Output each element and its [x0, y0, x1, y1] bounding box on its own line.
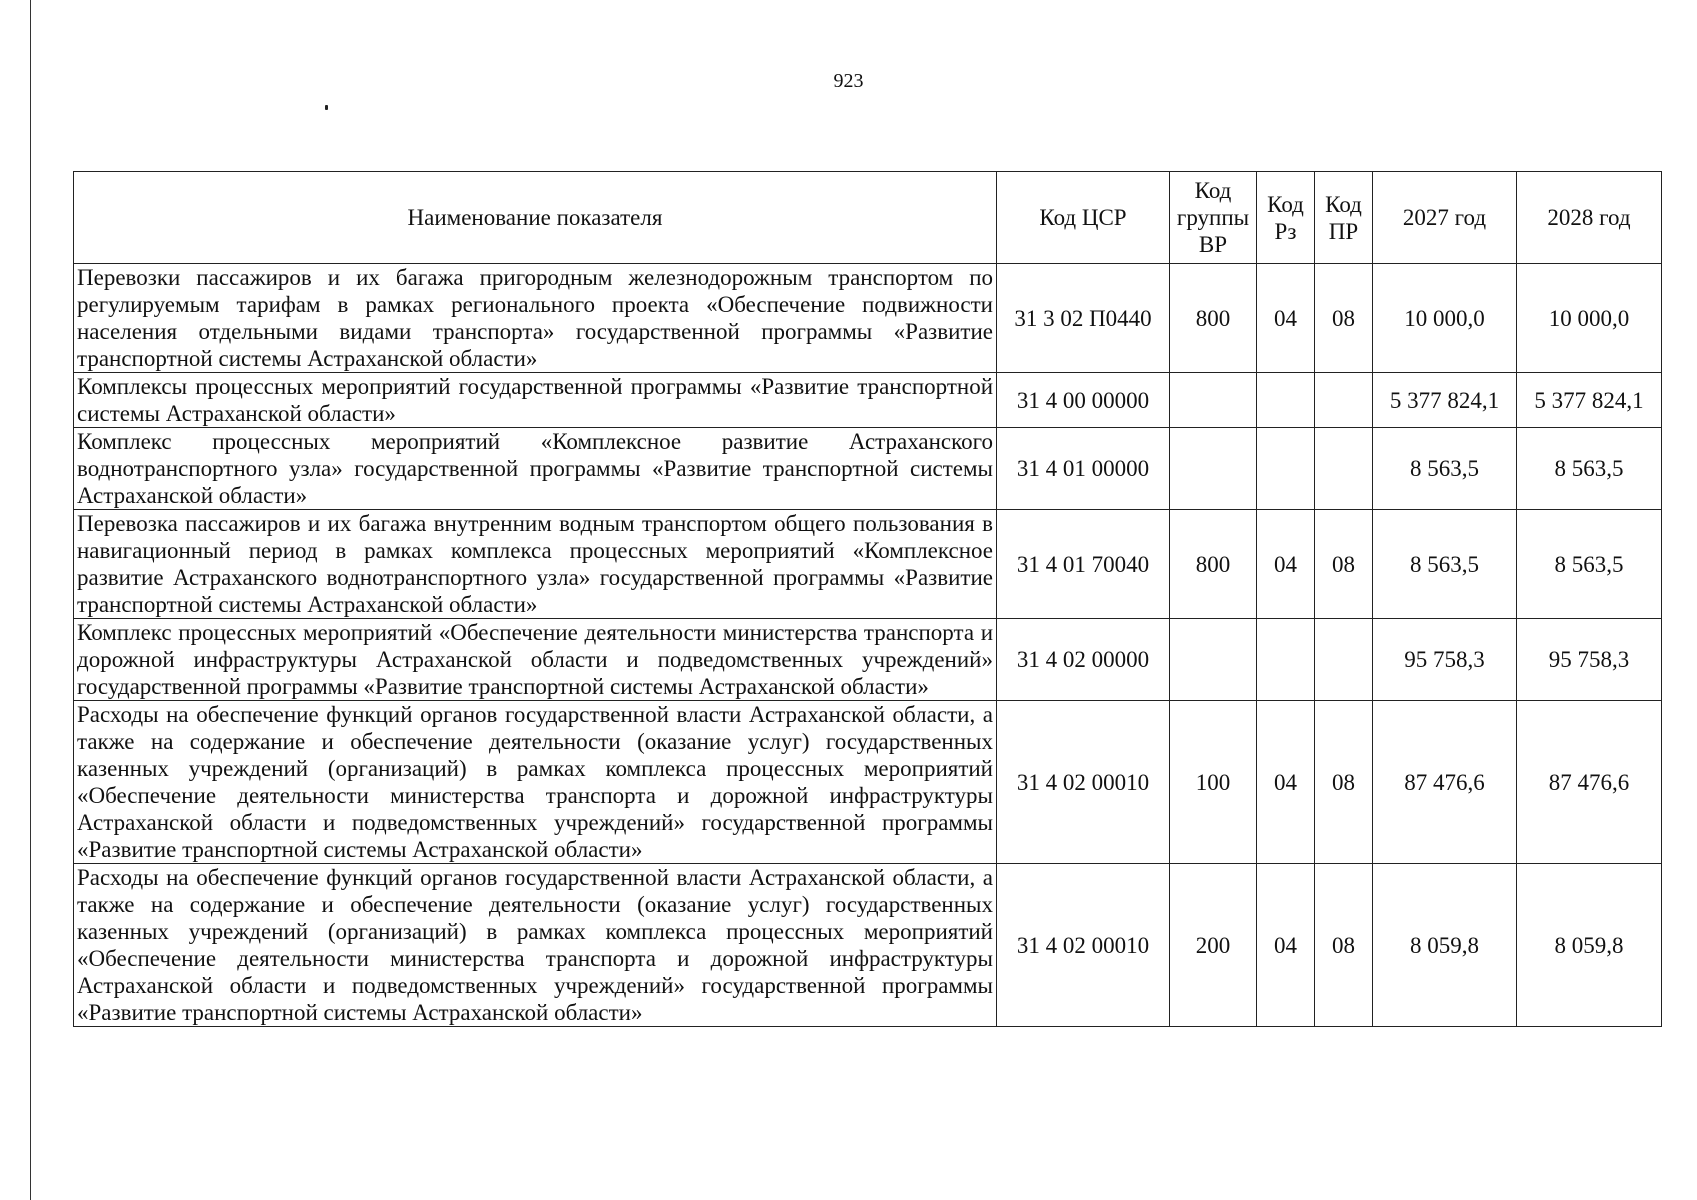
row-amount-2028: 8 059,8 — [1517, 864, 1662, 1027]
row-vr-code: 800 — [1170, 264, 1257, 373]
header-csr-code: Код ЦСР — [997, 172, 1170, 264]
header-vr-group-code: Код группы ВР — [1170, 172, 1257, 264]
header-year-2028: 2028 год — [1517, 172, 1662, 264]
row-amount-2028: 8 563,5 — [1517, 428, 1662, 510]
table-row — [74, 373, 1662, 428]
table-row — [74, 428, 1662, 510]
row-name: Комплекс процессных мероприятий «Обеспечение деятельности министерства транспорта и дорожной инфраструктуры Астраханской области и подведомственных учреждений» государственной программы «Развитие транспортной системы Астраханской области» — [74, 619, 997, 701]
table-row — [74, 701, 1662, 864]
row-name: Расходы на обеспечение функций органов государственной власти Астраханской области, а также на содержание и обеспечение деятельности (оказание услуг) государственных казенных учреждений (организаций) в рамках комплекса процессных мероприятий «Обеспечение деятельности министерства транспорта и дорожной инфраструктуры Астраханской области и подведомственных учреждений» государственной программы «Развитие транспортной системы Астраханской области» — [74, 701, 997, 864]
page-number: 923 — [833, 70, 864, 92]
row-rz-code: 04 — [1257, 510, 1315, 619]
row-pr-code: 08 — [1315, 864, 1373, 1027]
row-rz-code — [1257, 619, 1315, 701]
header-pr-code: Код ПР — [1315, 172, 1373, 264]
row-csr-code: 31 4 02 00000 — [997, 619, 1170, 701]
row-amount-2027: 5 377 824,1 — [1373, 373, 1517, 428]
row-amount-2027: 10 000,0 — [1373, 264, 1517, 373]
row-vr-code: 100 — [1170, 701, 1257, 864]
row-vr-code — [1170, 619, 1257, 701]
row-csr-code: 31 4 02 00010 — [997, 864, 1170, 1027]
row-vr-code — [1170, 373, 1257, 428]
row-csr-code: 31 4 01 70040 — [997, 510, 1170, 619]
row-csr-code: 31 3 02 П0440 — [997, 264, 1170, 373]
row-name: Комплекс процессных мероприятий «Комплексное развитие Астраханского воднотранспортного узла» государственной программы «Развитие транспортной системы Астраханской области» — [74, 428, 997, 510]
binding-edge-line — [30, 0, 31, 1200]
budget-table — [73, 171, 1662, 1027]
row-amount-2027: 8 059,8 — [1373, 864, 1517, 1027]
table-row — [74, 864, 1662, 1027]
row-name: Перевозка пассажиров и их багажа внутренним водным транспортом общего пользования в навигационный период в рамках комплекса процессных мероприятий «Комплексное развитие Астраханского воднотранспортного узла» государственной программы «Развитие транспортной системы Астраханской области» — [74, 510, 997, 619]
table-row — [74, 619, 1662, 701]
table-row — [74, 264, 1662, 373]
row-amount-2028: 87 476,6 — [1517, 701, 1662, 864]
header-name: Наименование показателя — [74, 172, 997, 264]
scan-speck — [325, 105, 328, 110]
row-amount-2027: 95 758,3 — [1373, 619, 1517, 701]
row-rz-code: 04 — [1257, 701, 1315, 864]
row-pr-code: 08 — [1315, 701, 1373, 864]
row-amount-2027: 8 563,5 — [1373, 510, 1517, 619]
row-vr-code: 800 — [1170, 510, 1257, 619]
row-csr-code: 31 4 01 00000 — [997, 428, 1170, 510]
row-rz-code — [1257, 373, 1315, 428]
row-rz-code — [1257, 428, 1315, 510]
row-amount-2028: 10 000,0 — [1517, 264, 1662, 373]
row-pr-code: 08 — [1315, 264, 1373, 373]
row-vr-code — [1170, 428, 1257, 510]
row-amount-2027: 8 563,5 — [1373, 428, 1517, 510]
row-amount-2028: 5 377 824,1 — [1517, 373, 1662, 428]
row-csr-code: 31 4 02 00010 — [997, 701, 1170, 864]
row-pr-code — [1315, 428, 1373, 510]
row-name: Расходы на обеспечение функций органов государственной власти Астраханской области, а также на содержание и обеспечение деятельности (оказание услуг) государственных казенных учреждений (организаций) в рамках комплекса процессных мероприятий «Обеспечение деятельности министерства транспорта и дорожной инфраструктуры Астраханской области и подведомственных учреждений» государственной программы «Развитие транспортной системы Астраханской области» — [74, 864, 997, 1027]
row-pr-code — [1315, 373, 1373, 428]
row-pr-code: 08 — [1315, 510, 1373, 619]
table-row — [74, 510, 1662, 619]
row-name: Комплексы процессных мероприятий государственной программы «Развитие транспортной системы Астраханской области» — [74, 373, 997, 428]
row-rz-code: 04 — [1257, 864, 1315, 1027]
row-csr-code: 31 4 00 00000 — [997, 373, 1170, 428]
row-rz-code: 04 — [1257, 264, 1315, 373]
row-amount-2028: 95 758,3 — [1517, 619, 1662, 701]
row-name: Перевозки пассажиров и их багажа пригородным железнодорожным транспортом по регулируемым тарифам в рамках регионального проекта «Обеспечение подвижности населения отдельными видами транспорта» государственной программы «Развитие транспортной системы Астраханской области» — [74, 264, 997, 373]
header-rz-code: Код Рз — [1257, 172, 1315, 264]
header-year-2027: 2027 год — [1373, 172, 1517, 264]
row-amount-2027: 87 476,6 — [1373, 701, 1517, 864]
row-vr-code: 200 — [1170, 864, 1257, 1027]
row-pr-code — [1315, 619, 1373, 701]
table-header-row — [74, 172, 1662, 264]
row-amount-2028: 8 563,5 — [1517, 510, 1662, 619]
